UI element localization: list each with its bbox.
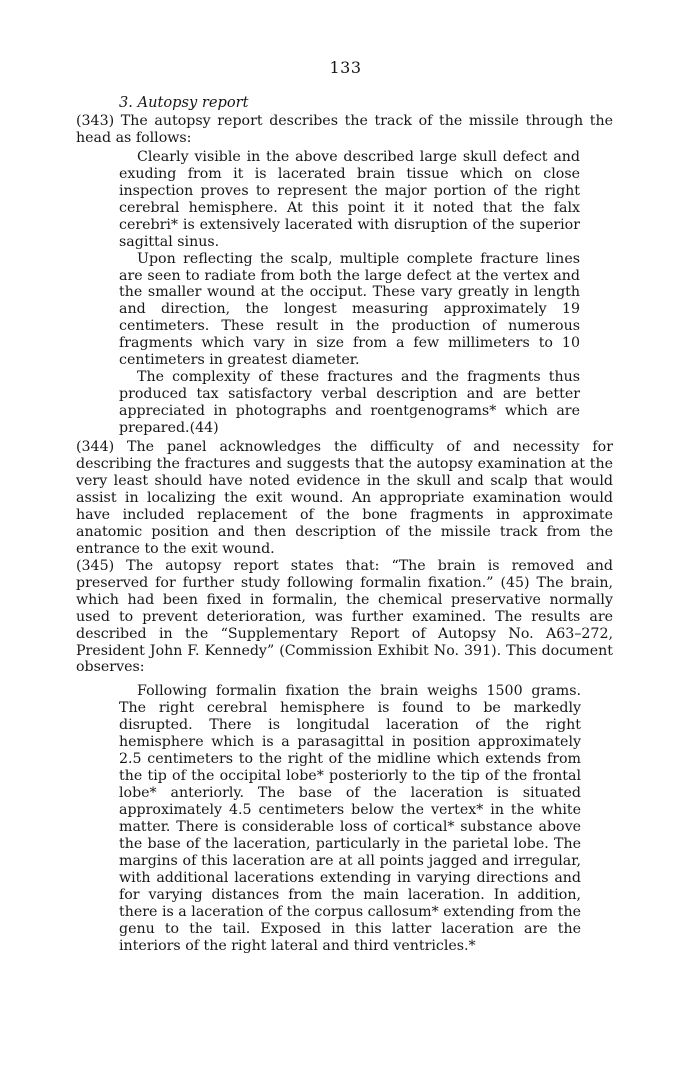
paragraph-345: (345) The autopsy report states that: “The brain is removed and preserved for further study following formalin fixation.” (45) The brain, which had been fixed in formalin, the chemical preservative normally used to prevent deterioration, was further examined. The results are described in the “Supplementary Report of Autopsy No. A63–272, President John F. Kennedy” (Commission Exhibit No. 391). This document observes:	[76, 557, 613, 676]
page-body	[76, 95, 613, 955]
quote-paragraph: Upon reflecting the scalp, multiple complete fracture lines are seen to radiate from both the large defect at the vertex and the smaller wound at the occiput. These vary greatly in length and direction, the longest measuring approximately 19 centimeters. These result in the production of numerous fragments which vary in size from a few millimeters to 10 centimeters in greatest diameter.	[119, 250, 580, 369]
quote-paragraph: Clearly visible in the above described large skull defect and exuding from it is lacerated brain tissue which on close inspection proves to represent the major portion of the right cerebral hemisphere. At this point it it noted that the falx cerebri* is extensively lacerated with disruption of the superior sagittal sinus.	[119, 148, 580, 250]
quote-paragraph: Following formalin fixation the brain weighs 1500 grams. The right cerebral hemisphere is found to be markedly disrupted. There is longitudal laceration of the right hemisphere which is a parasagittal in position approximately 2.5 centimeters to the right of the midline which extends from the tip of the occipital lobe* posteriorly to the tip of the frontal lobe* anteriorly. The base of the laceration is situated approximately 4.5 centimeters below the vertex* in the white matter. There is considerable loss of cortical* substance above the base of the laceration, particularly in the parietal lobe. The margins of this laceration are at all points jagged and irregular, with additional lacerations extending in varying directions and for varying distances from the main laceration. In addition, there is a laceration of the corpus callosum* extending from the genu to the tail. Exposed in this latter laceration are the interiors of the right lateral and third ventricles.*	[119, 683, 581, 954]
quote-paragraph: The complexity of these fractures and the fragments thus produced tax satisfactory verbal description and are better appreciated in photographs and roentgenograms* which are prepared.(44)	[119, 369, 580, 437]
block-quote-brain-findings	[119, 683, 581, 954]
paragraph-344: (344) The panel acknowledges the difficulty of and necessity for describing the fractures and suggests that the autopsy examination at the very least should have noted evidence in the skull and scalp that would assist in localizing the exit wound. An appropriate examination would have included replacement of the bone fragments in approximate anatomic position and then description of the missile track from the entrance to the exit wound.	[76, 439, 613, 557]
section-heading: 3. Autopsy report	[119, 94, 249, 111]
paragraph-343: (343) The autopsy report describes the track of the missile through the head as follows:	[76, 112, 613, 146]
block-quote-skull-findings	[119, 149, 580, 437]
page-number: 133	[329, 58, 362, 77]
